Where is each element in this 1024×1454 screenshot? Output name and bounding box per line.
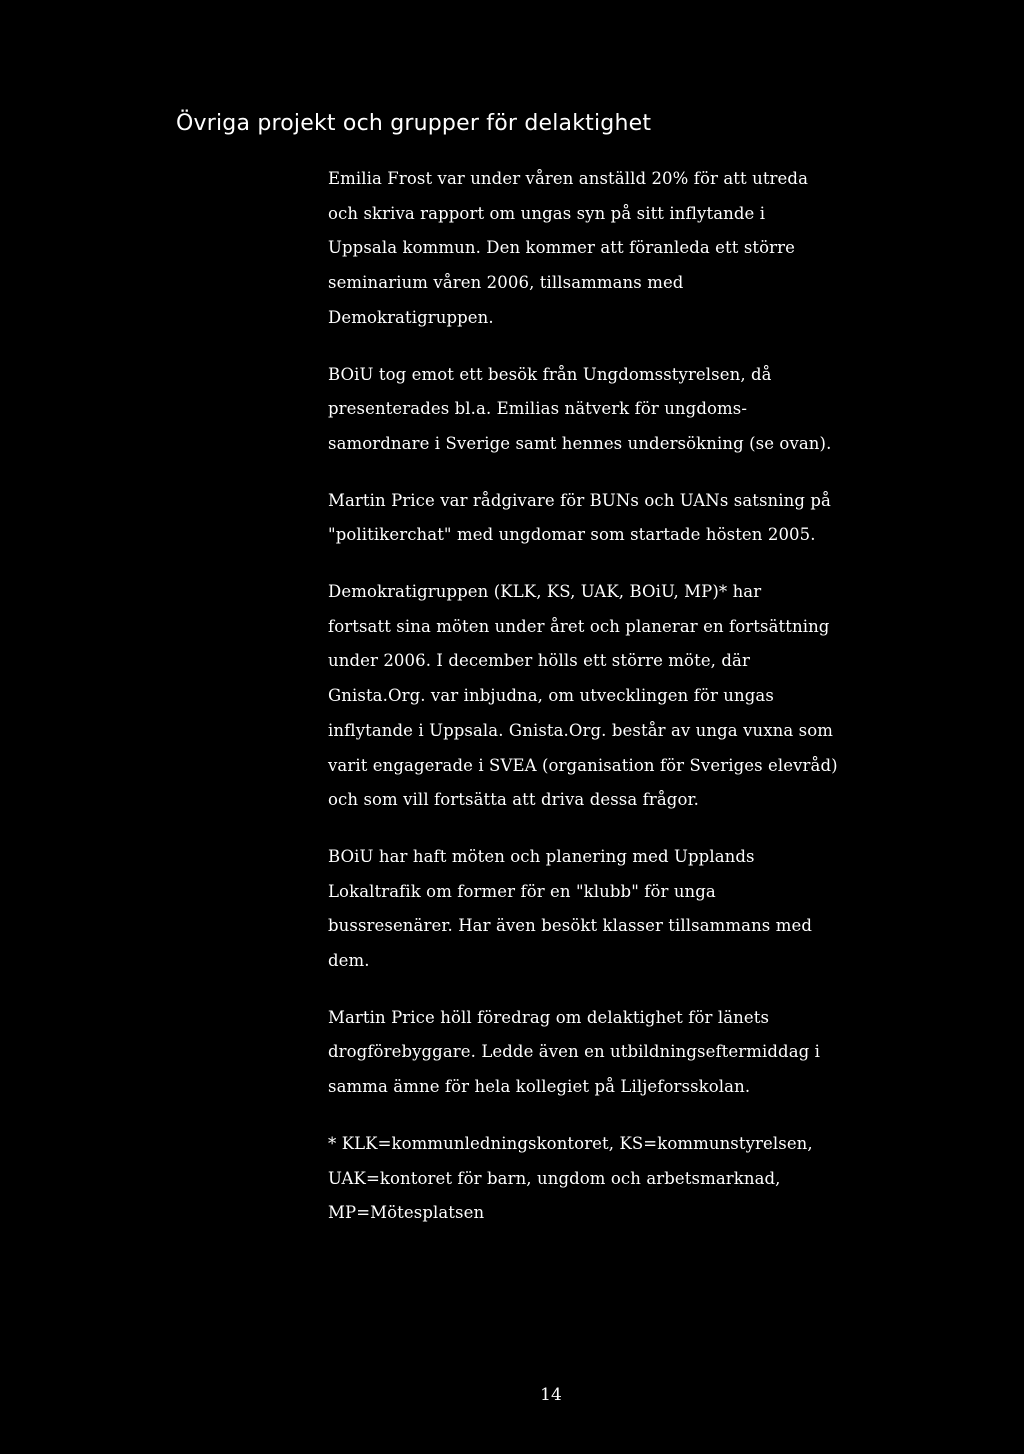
body-text: [328, 162, 888, 1253]
text-line: Uppsala kommun. Den kommer att föranleda ett större: [328, 238, 796, 258]
text-line: UAK=kontoret för barn, ungdom och arbetsmarknad,: [328, 1168, 781, 1188]
text-line: fortsatt sina möten under året och planerar en fortsättning: [328, 616, 830, 636]
text-line: samordnare i Sverige samt hennes undersökning (se ovan).: [328, 433, 832, 453]
text-line: * KLK=kommunledningskontoret, KS=kommunstyrelsen,: [328, 1133, 813, 1153]
text-line: drogförebyggare. Ledde även en utbildningseftermiddag i: [328, 1042, 821, 1062]
text-line: Gnista.Org. var inbjudna, om utvecklingen för ungas: [328, 686, 774, 706]
paragraph-demokratigruppen: [328, 575, 888, 818]
footnote-abbreviations: [328, 1127, 888, 1231]
text-line: MP=Mötesplatsen: [328, 1203, 485, 1223]
text-line: Demokratigruppen (KLK, KS, UAK, BOiU, MP)* har: [328, 582, 762, 602]
paragraph-emilia-frost: [328, 162, 888, 336]
text-line: BOiU tog emot ett besök från Ungdomsstyrelsen, då: [328, 364, 772, 384]
paragraph-upplands-lokaltrafik: [328, 840, 888, 979]
text-line: och skriva rapport om ungas syn på sitt inflytande i: [328, 203, 766, 223]
text-line: Emilia Frost var under våren anställd 20% för att utreda: [328, 169, 809, 188]
text-line: under 2006. I december hölls ett större möte, där: [328, 651, 750, 671]
text-line: "politikerchat" med ungdomar som startade hösten 2005.: [328, 525, 816, 545]
page-number: 14: [540, 1385, 562, 1405]
paragraph-politikerchat: [328, 484, 888, 553]
text-line: och som vill fortsätta att driva dessa frågor.: [328, 790, 700, 810]
text-line: varit engagerade i SVEA (organisation för Sveriges elevråd): [328, 755, 838, 775]
text-line: Martin Price var rådgivare för BUNs och UANs satsning på: [328, 490, 831, 510]
text-line: presenterades bl.a. Emilias nätverk för ungdoms-: [328, 399, 747, 419]
text-line: seminarium våren 2006, tillsammans med: [328, 273, 684, 293]
text-line: Demokratigruppen.: [328, 307, 494, 327]
text-line: inflytande i Uppsala. Gnista.Org. består av unga vuxna som: [328, 720, 833, 740]
text-line: samma ämne för hela kollegiet på Liljeforsskolan.: [328, 1077, 751, 1097]
text-line: Lokaltrafik om former för en "klubb" för unga: [328, 881, 716, 901]
paragraph-ungdomsstyrelsen: [328, 358, 888, 462]
text-line: dem.: [328, 951, 370, 971]
paragraph-drogforebyggare: [328, 1001, 888, 1105]
text-line: Martin Price höll föredrag om delaktighet för länets: [328, 1007, 770, 1027]
text-line: bussresenärer. Har även besökt klasser tillsammans med: [328, 916, 812, 936]
section-heading: Övriga projekt och grupper för delaktighet: [176, 111, 652, 136]
text-line: BOiU har haft möten och planering med Upplands: [328, 846, 755, 866]
